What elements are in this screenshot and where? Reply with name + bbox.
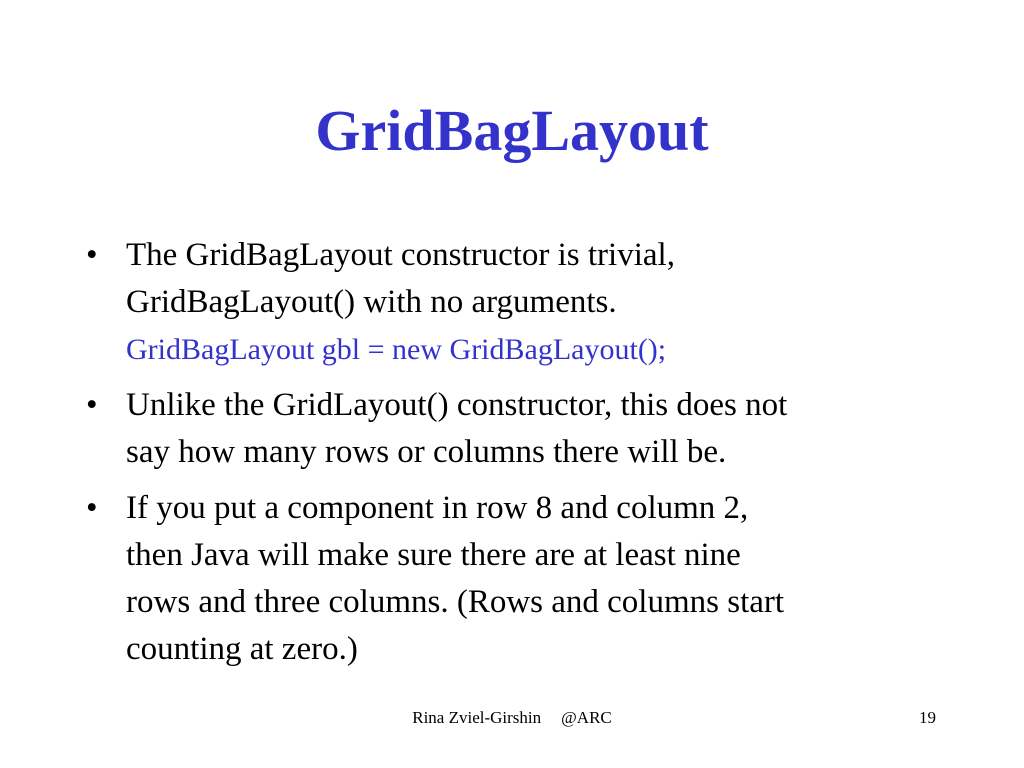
bullet-item bbox=[86, 382, 946, 476]
bullet-text-line: counting at zero.) bbox=[126, 631, 358, 667]
footer-org: @ARC bbox=[561, 708, 612, 727]
bullet-text-line: say how many rows or columns there will be. bbox=[126, 434, 727, 470]
page-number: 19 bbox=[919, 708, 936, 727]
bullet-text-line: rows and three columns. (Rows and columns start bbox=[126, 584, 785, 620]
bullet-text-line: Unlike the GridLayout() constructor, this does not bbox=[126, 387, 788, 423]
bullet-marker: • bbox=[86, 387, 98, 423]
slide-title: GridBagLayout bbox=[315, 98, 709, 163]
footer-author: Rina Zviel-Girshin bbox=[412, 708, 542, 727]
bullet-text-line: GridBagLayout() with no arguments. bbox=[126, 284, 617, 320]
bullet-marker: • bbox=[86, 237, 98, 273]
code-example: GridBagLayout gbl = new GridBagLayout(); bbox=[126, 333, 667, 366]
bullet-list bbox=[86, 232, 946, 682]
bullet-marker: • bbox=[86, 490, 98, 526]
bullet-item bbox=[86, 485, 946, 673]
bullet-text-line: If you put a component in row 8 and column 2, bbox=[126, 490, 749, 526]
footer bbox=[0, 707, 1024, 729]
bullet-text-line: then Java will make sure there are at least nine bbox=[126, 537, 741, 573]
bullet-item bbox=[86, 232, 946, 373]
bullet-text-line: The GridBagLayout constructor is trivial, bbox=[126, 237, 675, 273]
